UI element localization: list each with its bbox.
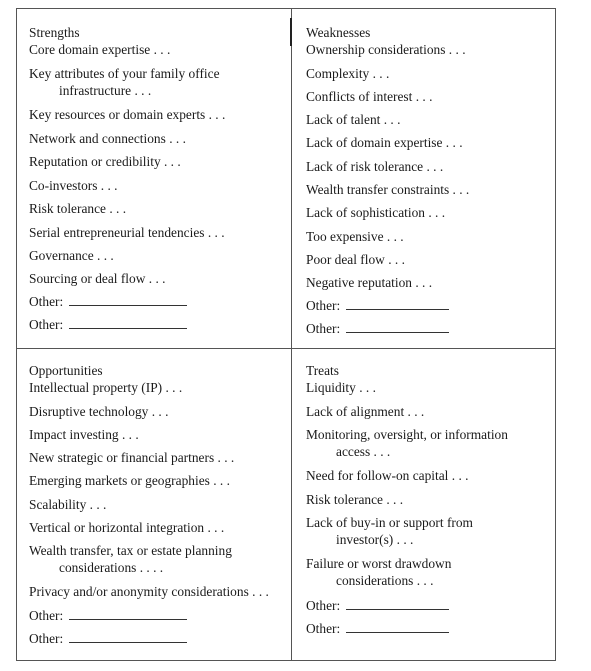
treat-item-text: Liquidity . . . <box>306 380 376 395</box>
opportunity-item <box>29 519 291 542</box>
strength-item-text: Co-investors . . . <box>29 178 118 193</box>
weakness-item-text: Negative reputation . . . <box>306 275 433 290</box>
other-blank-field[interactable] <box>69 630 187 643</box>
strength-item <box>29 270 291 293</box>
strength-item <box>29 106 291 130</box>
treat-item <box>306 491 554 514</box>
weaknesses-title: Weaknesses <box>306 25 371 40</box>
treat-item <box>306 379 554 403</box>
strength-item <box>29 65 291 106</box>
other-label: Other: <box>306 321 341 336</box>
other-label: Other: <box>29 294 64 309</box>
opportunity-item-text: Impact investing . . . <box>29 427 139 442</box>
treats-quadrant <box>306 362 554 643</box>
strength-item-text: Reputation or credibility . . . <box>29 154 181 169</box>
weakness-item <box>306 41 554 65</box>
opportunity-item-text: Intellectual property (IP) . . . <box>29 380 183 395</box>
strength-item <box>29 224 291 247</box>
strength-item-text: Risk tolerance . . . <box>29 201 127 216</box>
weakness-item <box>306 204 554 228</box>
strength-other-row <box>29 316 291 339</box>
opportunity-item-text: Emerging markets or geographies . . . <box>29 473 230 488</box>
weakness-item-text: Conflicts of interest . . . <box>306 89 433 104</box>
opportunity-item-text-continued: considerations . . . . <box>59 560 164 575</box>
weakness-item <box>306 65 554 88</box>
weakness-item-text: Wealth transfer constraints . . . <box>306 182 470 197</box>
treat-item-text: Monitoring, oversight, or information <box>306 427 508 442</box>
other-blank-field[interactable] <box>346 597 449 610</box>
opportunity-item-text: Scalability . . . <box>29 497 107 512</box>
opportunity-item <box>29 403 291 426</box>
strength-item <box>29 153 291 177</box>
other-blank-field[interactable] <box>346 620 449 633</box>
opportunity-other-row <box>29 607 291 630</box>
weakness-item-text: Ownership considerations . . . <box>306 42 466 57</box>
other-label: Other: <box>29 317 64 332</box>
weaknesses-list <box>306 41 554 343</box>
strength-item-text: Serial entrepreneurial tendencies . . . <box>29 225 225 240</box>
treat-item-text: Need for follow-on capital . . . <box>306 468 469 483</box>
weakness-other-row <box>306 297 554 320</box>
other-label: Other: <box>306 298 341 313</box>
strength-item <box>29 41 291 65</box>
strength-item <box>29 177 291 200</box>
weakness-item-text: Lack of sophistication . . . <box>306 205 446 220</box>
opportunity-item-text: New strategic or financial partners . . . <box>29 450 235 465</box>
treat-item <box>306 467 554 491</box>
other-blank-field[interactable] <box>69 316 187 329</box>
weakness-item-text: Lack of risk tolerance . . . <box>306 159 444 174</box>
horizontal-divider <box>16 348 556 349</box>
other-blank-field[interactable] <box>69 293 187 306</box>
treats-title: Treats <box>306 363 339 378</box>
weakness-item <box>306 111 554 134</box>
opportunity-item-text: Vertical or horizontal integration . . . <box>29 520 225 535</box>
opportunity-other-row <box>29 630 291 653</box>
opportunities-quadrant <box>29 362 291 653</box>
vertical-divider <box>291 8 292 661</box>
opportunities-list <box>29 379 291 653</box>
strength-item-text: Sourcing or deal flow . . . <box>29 271 166 286</box>
weakness-item-text: Too expensive . . . <box>306 229 404 244</box>
strength-item <box>29 130 291 153</box>
opportunity-item <box>29 426 291 449</box>
other-blank-field[interactable] <box>346 320 449 333</box>
opportunity-item <box>29 583 291 607</box>
treat-item-text: Lack of alignment . . . <box>306 404 425 419</box>
opportunity-item <box>29 496 291 519</box>
treat-item-text: Failure or worst drawdown <box>306 556 452 571</box>
opportunities-title: Opportunities <box>29 363 103 378</box>
weakness-item <box>306 228 554 251</box>
strengths-title: Strengths <box>29 25 80 40</box>
weakness-item <box>306 251 554 274</box>
treat-item <box>306 514 554 555</box>
other-blank-field[interactable] <box>69 607 187 620</box>
opportunity-item <box>29 449 291 472</box>
treat-item <box>306 555 554 597</box>
strength-item-text: Core domain expertise . . . <box>29 42 171 57</box>
strengths-list <box>29 41 291 339</box>
other-label: Other: <box>29 631 64 646</box>
weakness-item <box>306 181 554 204</box>
other-blank-field[interactable] <box>346 297 449 310</box>
treat-item-text-continued: investor(s) . . . <box>336 532 414 547</box>
opportunity-item-text: Disruptive technology . . . <box>29 404 169 419</box>
weakness-item-text: Lack of talent . . . <box>306 112 401 127</box>
weakness-item <box>306 88 554 111</box>
treat-item-text-continued: considerations . . . <box>336 573 434 588</box>
strength-item-text: Key resources or domain experts . . . <box>29 107 226 122</box>
weakness-other-row <box>306 320 554 343</box>
strengths-quadrant <box>29 24 291 339</box>
strength-item-text: Network and connections . . . <box>29 131 186 146</box>
treat-item-text: Risk tolerance . . . <box>306 492 404 507</box>
opportunity-item <box>29 472 291 496</box>
opportunity-item <box>29 379 291 403</box>
strength-item-text-continued: infrastructure . . . <box>59 83 152 98</box>
strength-item-text: Governance . . . <box>29 248 114 263</box>
treat-item-text-continued: access . . . <box>336 444 391 459</box>
opportunity-item-text: Wealth transfer, tax or estate planning <box>29 543 232 558</box>
strength-item <box>29 247 291 270</box>
weakness-item-text: Poor deal flow . . . <box>306 252 405 267</box>
other-label: Other: <box>306 621 341 636</box>
weakness-item-text: Complexity . . . <box>306 66 390 81</box>
weakness-item <box>306 158 554 181</box>
treats-list <box>306 379 554 643</box>
weakness-item <box>306 274 554 297</box>
treat-item <box>306 403 554 426</box>
strength-item-text: Key attributes of your family office <box>29 66 220 81</box>
opportunity-item <box>29 542 291 583</box>
treat-item <box>306 426 554 467</box>
weaknesses-quadrant <box>306 24 554 343</box>
other-label: Other: <box>29 608 64 623</box>
weakness-item <box>306 134 554 158</box>
treat-other-row <box>306 597 554 620</box>
treat-item-text: Lack of buy-in or support from <box>306 515 473 530</box>
treat-other-row <box>306 620 554 643</box>
weakness-item-text: Lack of domain expertise . . . <box>306 135 463 150</box>
opportunity-item-text: Privacy and/or anonymity considerations . . . <box>29 584 269 599</box>
other-label: Other: <box>306 598 341 613</box>
strength-item <box>29 200 291 224</box>
strength-other-row <box>29 293 291 316</box>
